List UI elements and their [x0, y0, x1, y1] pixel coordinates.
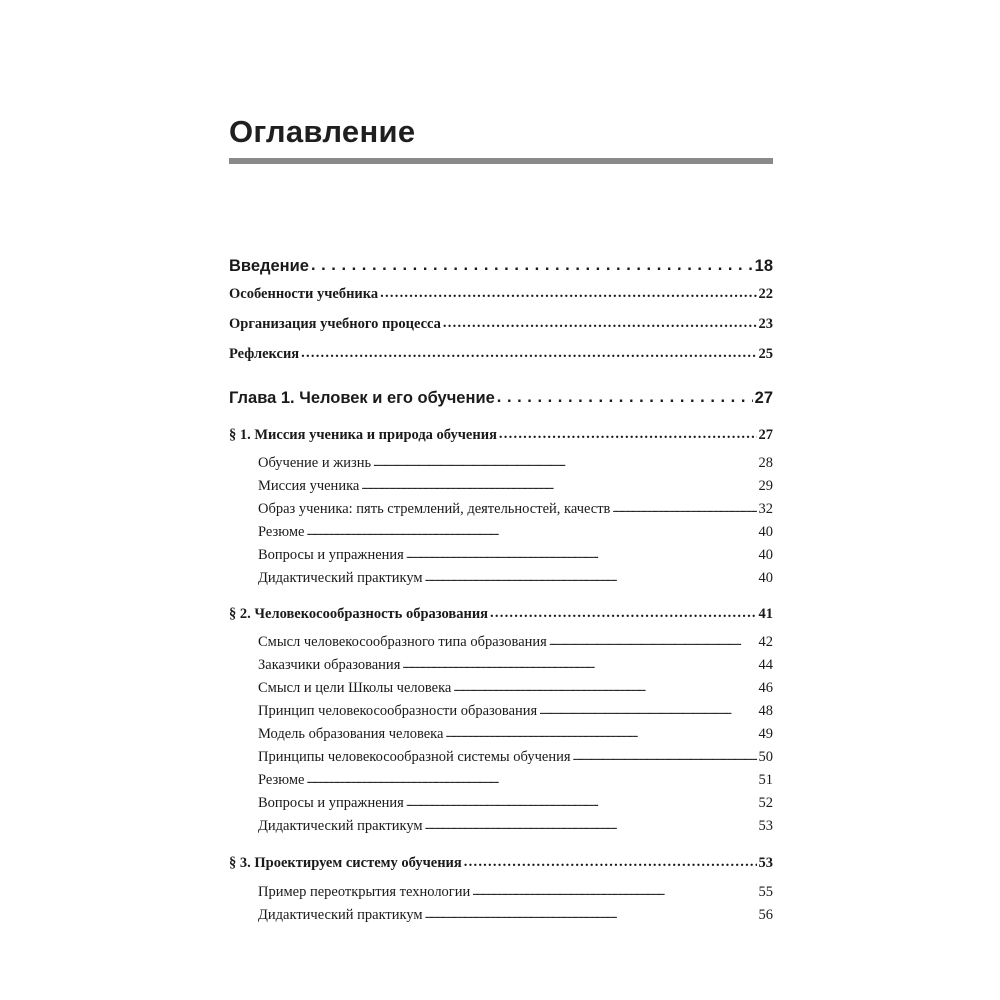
toc-entry[interactable]	[229, 884, 773, 901]
dot-leader	[472, 883, 756, 900]
toc-entry-page: 50	[758, 749, 773, 765]
toc-entry[interactable]	[229, 818, 773, 835]
dot-leader	[373, 454, 756, 471]
toc-entry-page: 23	[758, 316, 773, 332]
dot-leader	[497, 388, 753, 407]
toc-entry-page: 40	[758, 547, 773, 563]
toc-entry-label: § 1. Миссия ученика и природа обучения	[229, 427, 497, 443]
toc-entry-page: 48	[758, 703, 773, 719]
toc-entry-page: 28	[758, 455, 773, 471]
dot-leader	[361, 477, 756, 494]
toc-entry-page: 44	[758, 657, 773, 673]
toc-entry-label: Вопросы и упражнения	[258, 795, 404, 811]
toc-entry-page: 27	[758, 427, 773, 443]
dot-leader	[306, 771, 756, 788]
toc-entry[interactable]	[229, 680, 773, 697]
toc-entry-label: Заказчики образования	[258, 657, 401, 673]
toc-entry-page: 49	[758, 726, 773, 742]
toc-entry-label: Миссия ученика	[258, 478, 360, 494]
toc-entry-label: Модель образования человека	[258, 726, 444, 742]
toc-entry-label: § 3. Проектируем систему обучения	[229, 855, 462, 871]
toc-entry-label: Организация учебного процесса	[229, 316, 441, 332]
dot-leader	[499, 426, 757, 443]
toc-entry[interactable]	[229, 286, 773, 303]
toc-entry-chapter-1[interactable]	[229, 389, 773, 408]
dot-leader	[445, 725, 756, 742]
dot-leader	[380, 285, 756, 302]
toc-entry-label: Вопросы и упражнения	[258, 547, 404, 563]
toc-entry[interactable]	[229, 455, 773, 472]
dot-leader	[464, 854, 757, 871]
toc-entry-page: 32	[758, 501, 773, 517]
toc-entry-intro[interactable]	[229, 257, 773, 276]
toc-entry-page: 27	[754, 389, 773, 407]
toc-entry-label: Дидактический практикум	[258, 570, 423, 586]
toc-entry-page: 46	[758, 680, 773, 696]
toc-entry-label: Пример переоткрытия технологии	[258, 884, 471, 900]
toc-entry-label: Принципы человекосообразной системы обучения	[258, 749, 571, 765]
toc-entry-page: 41	[758, 606, 773, 622]
toc-entry[interactable]	[229, 795, 773, 812]
dot-leader	[539, 702, 756, 719]
toc-entry-page: 51	[758, 772, 773, 788]
toc-entry-section-1[interactable]	[229, 427, 773, 444]
toc-entry-page: 40	[758, 570, 773, 586]
toc-entry[interactable]	[229, 547, 773, 564]
toc-entry[interactable]	[229, 478, 773, 495]
dot-leader	[573, 748, 757, 765]
dot-leader	[406, 794, 757, 811]
toc-entry[interactable]	[229, 346, 773, 363]
dot-leader	[443, 315, 757, 332]
toc-entry-page: 55	[758, 884, 773, 900]
toc-entry[interactable]	[229, 657, 773, 674]
dot-leader	[311, 256, 753, 275]
toc-entry-label: Дидактический практикум	[258, 907, 423, 923]
toc-entry[interactable]	[229, 726, 773, 743]
toc-entry-label: Образ ученика: пять стремлений, деятельностей, качеств	[258, 501, 611, 517]
dot-leader	[425, 906, 757, 923]
toc-entry[interactable]	[229, 907, 773, 924]
toc-entry-page: 53	[758, 855, 773, 871]
toc-entry-label: Дидактический практикум	[258, 818, 423, 834]
toc-entry-page: 40	[758, 524, 773, 540]
toc-entry-label: Резюме	[258, 524, 305, 540]
toc-entry-page: 22	[758, 286, 773, 302]
toc-entry[interactable]	[229, 772, 773, 789]
toc-entry[interactable]	[229, 501, 773, 518]
title-rule	[229, 158, 773, 164]
toc-entry[interactable]	[229, 703, 773, 720]
toc-entry-page: 18	[754, 257, 773, 275]
toc-entry-page: 56	[758, 907, 773, 923]
toc-entry-label: Принцип человекосообразности образования	[258, 703, 538, 719]
dot-leader	[301, 345, 756, 362]
toc-entry-label: Смысл человекосообразного типа образования	[258, 634, 547, 650]
toc-entry-label: Глава 1. Человек и его обучение	[229, 389, 495, 407]
toc-entry[interactable]	[229, 524, 773, 541]
toc-entry-label: Введение	[229, 257, 309, 275]
dot-leader	[425, 817, 757, 834]
toc-entry[interactable]	[229, 749, 773, 766]
toc-entry-page: 42	[758, 634, 773, 650]
dot-leader	[549, 633, 757, 650]
toc-entry-page: 53	[758, 818, 773, 834]
toc-entry-label: Резюме	[258, 772, 305, 788]
toc-entry-label: Рефлексия	[229, 346, 300, 362]
dot-leader	[306, 523, 756, 540]
dot-leader	[453, 679, 756, 696]
dot-leader	[490, 605, 756, 622]
toc-entry-section-3[interactable]	[229, 855, 773, 872]
dot-leader	[402, 656, 756, 673]
toc-entry-label: § 2. Человекосообразность образования	[229, 606, 489, 622]
toc-entry-page: 52	[758, 795, 773, 811]
toc-entry[interactable]	[229, 634, 773, 651]
toc-entry-label: Особенности учебника	[229, 286, 379, 302]
dot-leader	[425, 569, 757, 586]
toc-entry-label: Обучение и жизнь	[258, 455, 372, 471]
dot-leader	[406, 546, 757, 563]
toc-entry-page: 29	[758, 478, 773, 494]
dot-leader	[612, 500, 756, 517]
toc-entry[interactable]	[229, 570, 773, 587]
toc-entry[interactable]	[229, 316, 773, 333]
toc-entry-page: 25	[758, 346, 773, 362]
toc-entry-section-2[interactable]	[229, 606, 773, 623]
page-title: Оглавление	[229, 114, 416, 149]
toc-entry-label: Смысл и цели Школы человека	[258, 680, 452, 696]
